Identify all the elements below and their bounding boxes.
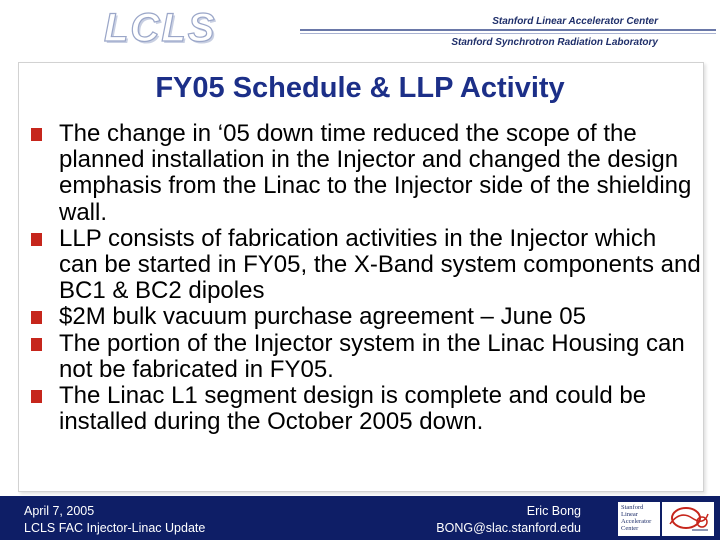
footer-left xyxy=(24,503,205,537)
bullet-item xyxy=(29,331,701,383)
header-rule-thin xyxy=(300,33,716,34)
bullet-list xyxy=(29,121,701,435)
bullet-text: $2M bulk vacuum purchase agreement – June 05 xyxy=(59,303,586,331)
bullet-text: The Linac L1 segment design is complete and could be installed during the October 2005 down. xyxy=(59,382,647,436)
bullet-square-icon xyxy=(31,390,42,403)
bullet-text: The change in ‘05 down time reduced the scope of the planned installation in the Injector and changed the design emphasis from the Linac to the Injector side of the shielding wall. xyxy=(59,120,692,226)
bullet-item xyxy=(29,121,701,226)
bullet-item xyxy=(29,304,701,330)
header-rule xyxy=(300,29,716,31)
bullet-square-icon xyxy=(31,128,42,141)
slide-title: FY05 Schedule & LLP Activity xyxy=(155,72,565,104)
footer-email: BONG@slac.stanford.edu xyxy=(436,521,581,535)
footer-presenter: Eric Bong xyxy=(526,504,581,518)
lab-emblem-icon xyxy=(662,502,714,536)
bullet-text: LLP consists of fabrication activities in the Injector which can be started in FY05, the X-Band system components and BC1 & BC2 dipoles xyxy=(59,224,701,305)
bullet-square-icon xyxy=(31,233,42,246)
org-name-slac: Stanford Linear Accelerator Center xyxy=(492,16,658,27)
org-name-ssrl: Stanford Synchrotron Radiation Laboratory xyxy=(451,37,658,48)
bullet-item xyxy=(29,226,701,305)
bullet-item xyxy=(29,383,701,435)
footer-event: LCLS FAC Injector-Linac Update xyxy=(24,521,206,535)
bullet-text: The portion of the Injector system in the Linac Housing can not be fabricated in FY05. xyxy=(59,329,685,383)
lcls-logo: LCLS xyxy=(104,6,217,50)
footer-right xyxy=(436,503,581,537)
bullet-square-icon xyxy=(31,311,42,324)
footer-date: April 7, 2005 xyxy=(24,504,95,518)
slac-logo: Stanford Linear Accelerator Center xyxy=(618,502,660,536)
bullet-square-icon xyxy=(31,338,42,351)
